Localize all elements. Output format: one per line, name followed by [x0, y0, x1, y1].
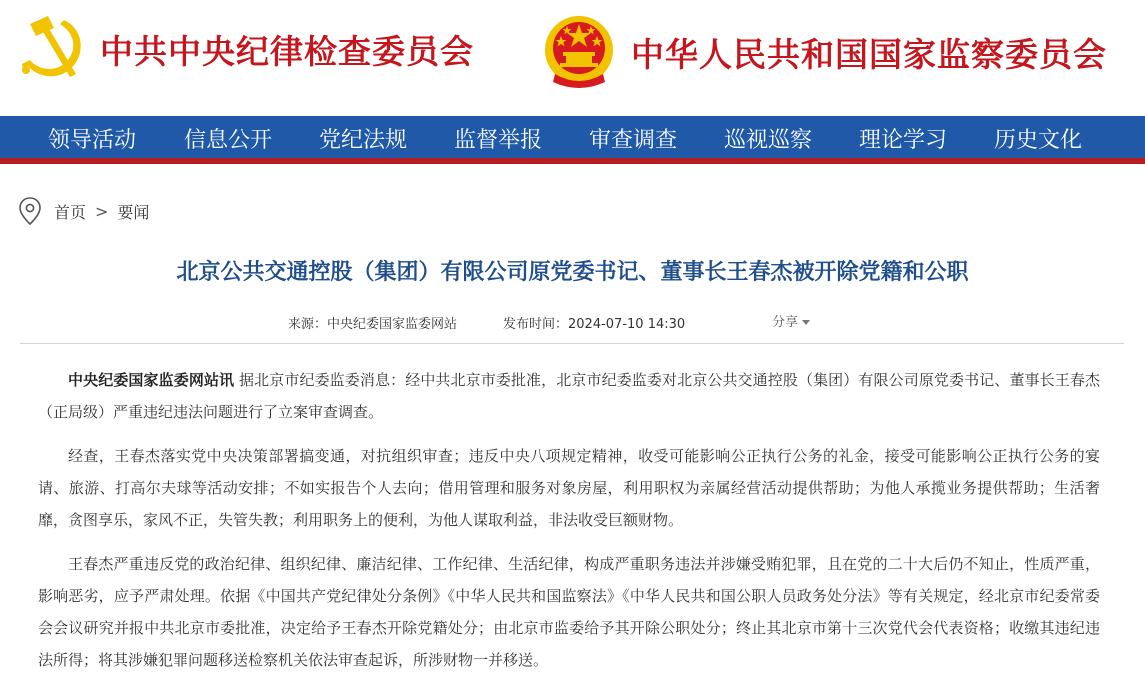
nsc-title: 中华人民共和国国家监察委员会: [631, 34, 1107, 74]
chevron-down-icon: [802, 320, 810, 325]
location-pin-icon: [18, 196, 42, 226]
nav-underline: [0, 158, 1145, 164]
article-title: 北京公共交通控股（集团）有限公司原党委书记、董事长王春杰被开除党籍和公职: [176, 260, 969, 285]
nav-item-theory[interactable]: 理论学习: [859, 128, 948, 153]
nav-item-info-disclosure[interactable]: 信息公开: [184, 128, 273, 153]
time-value: 2024-07-10 14:30: [568, 317, 686, 332]
article-body: [38, 364, 1100, 688]
nav-item-leadership[interactable]: 领导活动: [48, 128, 137, 153]
nav-item-investigation[interactable]: 审查调查: [589, 128, 678, 153]
share-label: 分享: [772, 315, 799, 330]
nav-item-history[interactable]: 历史文化: [994, 128, 1083, 153]
ccdi-title: 中共中央纪律检查委员会: [100, 31, 474, 71]
nav-item-inspection[interactable]: 巡视巡察: [724, 128, 813, 153]
article-lead: 中央纪委国家监委网站讯: [68, 371, 235, 389]
share-button[interactable]: [772, 311, 810, 330]
breadcrumb-home[interactable]: 首页: [54, 202, 87, 222]
nav-item-regulations[interactable]: 党纪法规: [319, 128, 408, 153]
meta-divider: [20, 343, 1124, 344]
paragraph-1: [38, 364, 1100, 428]
ccdi-brand[interactable]: [20, 14, 474, 84]
article-time: [503, 313, 685, 332]
source-value: 中央纪委国家监委网站: [327, 317, 458, 332]
paragraph-1-text: 据北京市纪委监委消息：经中共北京市委批准，北京市纪委监委对北京公共交通控股（集团）有限公司原党委书记、董事长王春杰（正局级）严重违纪违法问题进行了立案审查调查。: [38, 371, 1100, 421]
main-nav: [0, 116, 1145, 158]
site-header: [0, 0, 1145, 116]
article-meta: [0, 313, 1145, 333]
breadcrumb-separator: >: [95, 201, 109, 221]
breadcrumb: [18, 196, 149, 226]
nav-item-report[interactable]: 监督举报: [454, 128, 543, 153]
national-emblem-icon: [543, 14, 615, 90]
party-emblem-icon: [20, 14, 86, 84]
paragraph-3: 王春杰严重违反党的政治纪律、组织纪律、廉洁纪律、工作纪律、生活纪律，构成严重职务违法并涉嫌受贿犯罪，且在党的二十大后仍不知止，性质严重，影响恶劣，应予严肃处理。依据《中国共产党纪律处分条例》《中华人民共和国监察法》《中华人民共和国公职人员政务处分法》等有关规定，经北京市纪委常委会会议研究并报中共北京市委批准，决定给予王春杰开除党籍处分；由北京市监委给予其开除公职处分；终止其北京市第十三次党代会代表资格；收缴其违纪违法所得；将其涉嫌犯罪问题移送检察机关依法审查起诉，所涉财物一并移送。: [38, 555, 1100, 669]
breadcrumb-current[interactable]: 要闻: [117, 202, 150, 222]
time-label: 发布时间：: [503, 317, 569, 332]
source-label: 来源：: [288, 317, 328, 332]
nsc-brand[interactable]: [543, 14, 1107, 90]
paragraph-2: 经查，王春杰落实党中央决策部署搞变通，对抗组织审查；违反中央八项规定精神，收受可能影响公正执行公务的礼金，接受可能影响公正执行公务的宴请、旅游、打高尔夫球等活动安排；不如实报告个人去向；借用管理和服务对象房屋，利用职权为亲属经营活动提供帮助；为他人承揽业务提供帮助；生活奢靡，贪图享乐，家风不正，失管失教；利用职务上的便利，为他人谋取利益，非法收受巨额财物。: [38, 447, 1100, 529]
article-source: [288, 313, 457, 332]
